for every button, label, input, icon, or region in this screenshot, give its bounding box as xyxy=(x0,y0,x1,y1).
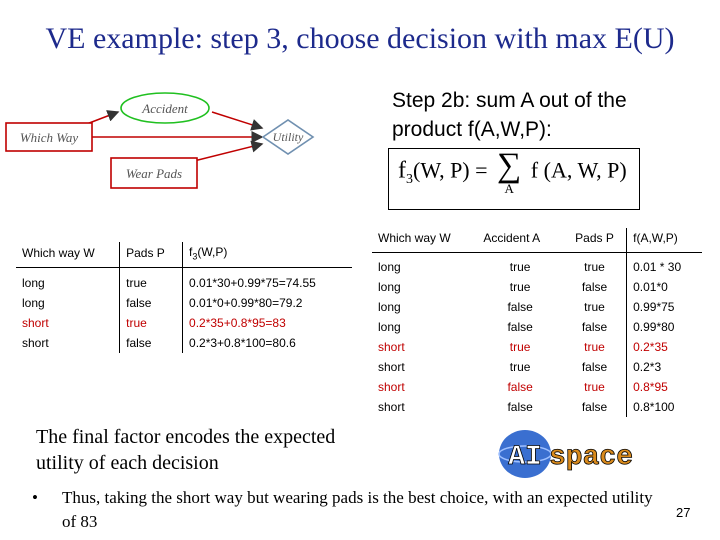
bullet-text: Thus, taking the short way but wearing pads is the best choice, with an expected utility of 83 xyxy=(62,488,653,531)
table-cell: true xyxy=(120,268,183,294)
table-cell: long xyxy=(378,260,401,274)
column-header: Which way W xyxy=(16,242,120,268)
table-cell: true xyxy=(584,260,605,274)
table-cell: false xyxy=(120,333,183,353)
accident-label: Accident xyxy=(142,101,188,116)
table-cell: false xyxy=(581,360,608,374)
table-cell: true xyxy=(509,360,531,374)
table-row xyxy=(372,357,702,377)
formula-lhs: f xyxy=(398,157,406,184)
table-cell: long xyxy=(378,280,401,294)
step-description: Step 2b: sum A out of the product f(A,W,P): xyxy=(392,89,627,141)
table-header-row xyxy=(16,242,352,268)
table-row xyxy=(16,293,352,313)
table-cell: 0.01 * 30 xyxy=(627,253,702,278)
table-cell: true xyxy=(120,313,183,333)
logo-text-ai: AI xyxy=(508,442,542,473)
sum-variable: A xyxy=(504,181,514,196)
table-row xyxy=(372,337,702,357)
utility-label: Utility xyxy=(272,130,304,144)
table-cell: short xyxy=(378,340,405,354)
logo-text-space: space xyxy=(549,442,634,473)
column-header: Which way W xyxy=(372,228,477,253)
table-cell: long xyxy=(378,300,401,314)
table-cell: 0.2*35 xyxy=(627,337,702,357)
table-row xyxy=(372,277,702,297)
decision-network-diagram xyxy=(0,80,330,200)
table-cell: long xyxy=(378,320,401,334)
column-header: Pads P xyxy=(120,242,183,268)
conclusion-text: The final factor encodes the expected utility of each decision xyxy=(36,426,336,474)
column-header: Accident A xyxy=(477,228,563,253)
formula-sub: 3 xyxy=(406,171,413,187)
edge-accident-utility xyxy=(212,112,262,128)
product-table xyxy=(372,228,702,417)
table-cell: short xyxy=(378,380,405,394)
table-row xyxy=(16,313,352,333)
table-cell: 0.2*3 xyxy=(627,357,702,377)
column-header: f(A,W,P) xyxy=(627,228,702,253)
table-cell: true xyxy=(584,340,605,354)
column-header: $f_3(W,P)$ xyxy=(183,242,352,268)
table-cell: false xyxy=(120,293,183,313)
table-row xyxy=(372,297,702,317)
table-cell: false xyxy=(581,280,608,294)
table-cell: false xyxy=(507,320,533,334)
table-cell: 0.8*100 xyxy=(627,397,702,417)
table-row xyxy=(372,377,702,397)
table-cell: true xyxy=(584,300,605,314)
sum-formula xyxy=(398,147,627,196)
table-cell: 0.8*95 xyxy=(627,377,702,397)
formula-args: (W, P) = xyxy=(413,157,488,183)
table-cell: false xyxy=(581,400,608,414)
table-cell: 0.01*0 xyxy=(627,277,702,297)
table-cell: true xyxy=(509,280,531,294)
table-row xyxy=(372,397,702,417)
table-cell: short xyxy=(378,400,405,414)
f3-table xyxy=(16,242,352,353)
table-row xyxy=(16,333,352,353)
table-cell: true xyxy=(509,340,531,354)
table-header-row xyxy=(372,228,702,253)
table-cell: 0.01*0+0.99*80=79.2 xyxy=(183,293,352,313)
table-row xyxy=(16,268,352,294)
table-cell: long xyxy=(22,296,45,311)
table-cell: 0.01*30+0.99*75=74.55 xyxy=(183,268,352,294)
page-number: 27 xyxy=(676,505,691,520)
table-cell: short xyxy=(22,336,49,351)
table-cell: true xyxy=(584,380,605,394)
table-cell: 0.2*3+0.8*100=80.6 xyxy=(183,333,352,353)
table-cell: 0.99*75 xyxy=(627,297,702,317)
table-cell: true xyxy=(509,260,531,274)
sum-operator xyxy=(497,147,522,196)
table-cell: long xyxy=(22,276,45,291)
table-cell: false xyxy=(581,320,608,334)
slide-title: VE example: step 3, choose decision with max E(U) xyxy=(45,22,675,55)
wear-pads-label: Wear Pads xyxy=(125,166,183,181)
which-way-label: Which Way xyxy=(19,130,79,145)
table-cell: 0.2*35+0.8*95=83 xyxy=(183,313,352,333)
table-cell: false xyxy=(507,400,533,414)
table-row xyxy=(372,317,702,337)
formula-rhs: f (A, W, P) xyxy=(530,157,627,183)
table-cell: short xyxy=(378,360,405,374)
table-cell: false xyxy=(507,300,533,314)
bullet-point xyxy=(32,486,656,534)
table-row xyxy=(372,253,702,278)
table-cell: false xyxy=(507,380,533,394)
sum-symbol: ∑ xyxy=(497,147,522,184)
table-cell: short xyxy=(22,316,49,331)
bullet-marker: • xyxy=(32,488,38,507)
column-header: Pads P xyxy=(563,228,627,253)
edge-wearpads-utility xyxy=(190,144,262,162)
aispace-logo xyxy=(497,426,637,480)
table-cell: 0.99*80 xyxy=(627,317,702,337)
